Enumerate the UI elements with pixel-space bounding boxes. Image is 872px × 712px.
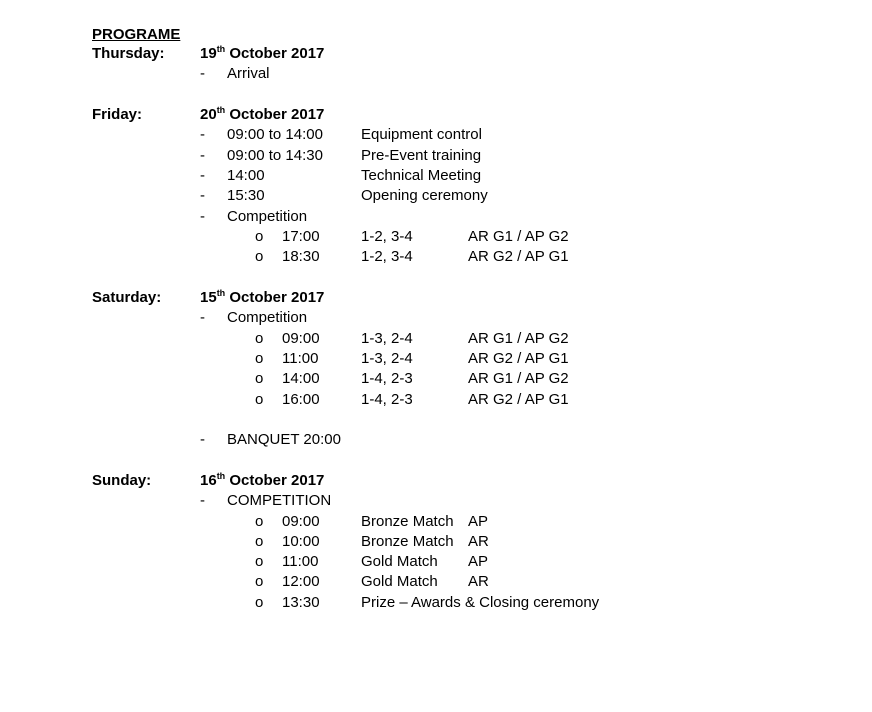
date-ordinal: th xyxy=(216,44,226,54)
item-bullet: - xyxy=(200,492,205,509)
day-date xyxy=(200,45,324,63)
item-time: 14:00 xyxy=(227,167,265,184)
date-month-year: October 2017 xyxy=(225,106,325,123)
session-group: AR G1 / AP G2 xyxy=(468,370,569,387)
session-group: AR xyxy=(468,573,489,590)
session-group: AR G2 / AP G1 xyxy=(468,391,569,408)
item-description: Opening ceremony xyxy=(361,187,488,204)
session-bullet: o xyxy=(255,391,264,408)
session-group: AP xyxy=(468,553,489,570)
session-time: 09:00 xyxy=(282,513,320,530)
item-bullet: - xyxy=(200,431,205,448)
date-month-year: October 2017 xyxy=(225,45,325,62)
session-match: 1-3, 2-4 xyxy=(361,330,413,347)
item-time: COMPETITION xyxy=(227,492,332,509)
session-bullet: o xyxy=(255,533,264,550)
session-bullet: o xyxy=(255,228,264,245)
day-label: Thursday: xyxy=(92,45,165,62)
session-time: 12:00 xyxy=(282,573,320,590)
item-description: Equipment control xyxy=(361,126,482,143)
session-match: 1-4, 2-3 xyxy=(361,370,413,387)
session-time: 14:00 xyxy=(282,370,320,387)
item-time: 15:30 xyxy=(227,187,265,204)
item-time: 09:00 to 14:30 xyxy=(227,147,323,164)
item-time: Arrival xyxy=(227,65,270,82)
day-label: Sunday: xyxy=(92,472,152,489)
session-bullet: o xyxy=(255,594,264,611)
session-match: Bronze Match xyxy=(361,513,454,530)
session-bullet: o xyxy=(255,553,264,570)
session-bullet: o xyxy=(255,350,264,367)
date-ordinal: th xyxy=(216,471,226,481)
date-month-year: October 2017 xyxy=(225,289,325,306)
session-time: 11:00 xyxy=(282,350,319,367)
item-bullet: - xyxy=(200,309,205,326)
session-group: AR G1 / AP G2 xyxy=(468,330,569,347)
session-bullet: o xyxy=(255,248,264,265)
session-time: 18:30 xyxy=(282,248,320,265)
session-match: 1-2, 3-4 xyxy=(361,248,413,265)
session-bullet: o xyxy=(255,573,264,590)
session-time: 17:00 xyxy=(282,228,320,245)
date-ordinal: th xyxy=(216,288,226,298)
session-bullet: o xyxy=(255,370,264,387)
session-bullet: o xyxy=(255,330,264,347)
date-ordinal: th xyxy=(216,105,226,115)
session-group: AR xyxy=(468,533,489,550)
item-time: Competition xyxy=(227,309,308,326)
session-match: Prize – Awards & Closing ceremony xyxy=(361,594,600,611)
session-time: 11:00 xyxy=(282,553,319,570)
day-date xyxy=(200,289,324,307)
session-time: 16:00 xyxy=(282,391,320,408)
session-bullet: o xyxy=(255,513,264,530)
item-bullet: - xyxy=(200,208,205,225)
session-group: AR G1 / AP G2 xyxy=(468,228,569,245)
session-group: AR G2 / AP G1 xyxy=(468,248,569,265)
item-description: Pre-Event training xyxy=(361,147,482,164)
day-label: Saturday: xyxy=(92,289,162,306)
session-group: AP xyxy=(468,513,489,530)
date-number: 19 xyxy=(200,45,217,62)
document-title: PROGRAME xyxy=(92,26,181,43)
session-match: 1-3, 2-4 xyxy=(361,350,413,367)
item-bullet: - xyxy=(200,126,205,143)
date-number: 20 xyxy=(200,106,217,123)
item-description: Technical Meeting xyxy=(361,167,482,184)
item-time: Competition xyxy=(227,208,308,225)
item-bullet: - xyxy=(200,167,205,184)
item-bullet: - xyxy=(200,187,205,204)
session-match: Gold Match xyxy=(361,573,438,590)
item-bullet: - xyxy=(200,65,205,82)
item-time: BANQUET 20:00 xyxy=(227,431,341,448)
session-time: 09:00 xyxy=(282,330,320,347)
day-date xyxy=(200,106,324,124)
session-time: 10:00 xyxy=(282,533,320,550)
session-match: Gold Match xyxy=(361,553,438,570)
session-match: 1-2, 3-4 xyxy=(361,228,413,245)
date-number: 15 xyxy=(200,289,217,306)
item-bullet: - xyxy=(200,147,205,164)
session-group: AR G2 / AP G1 xyxy=(468,350,569,367)
item-time: 09:00 to 14:00 xyxy=(227,126,323,143)
day-date xyxy=(200,472,324,490)
session-time: 13:30 xyxy=(282,594,320,611)
date-month-year: October 2017 xyxy=(225,472,325,489)
day-label: Friday: xyxy=(92,106,143,123)
session-match: 1-4, 2-3 xyxy=(361,391,413,408)
session-match: Bronze Match xyxy=(361,533,454,550)
date-number: 16 xyxy=(200,472,217,489)
